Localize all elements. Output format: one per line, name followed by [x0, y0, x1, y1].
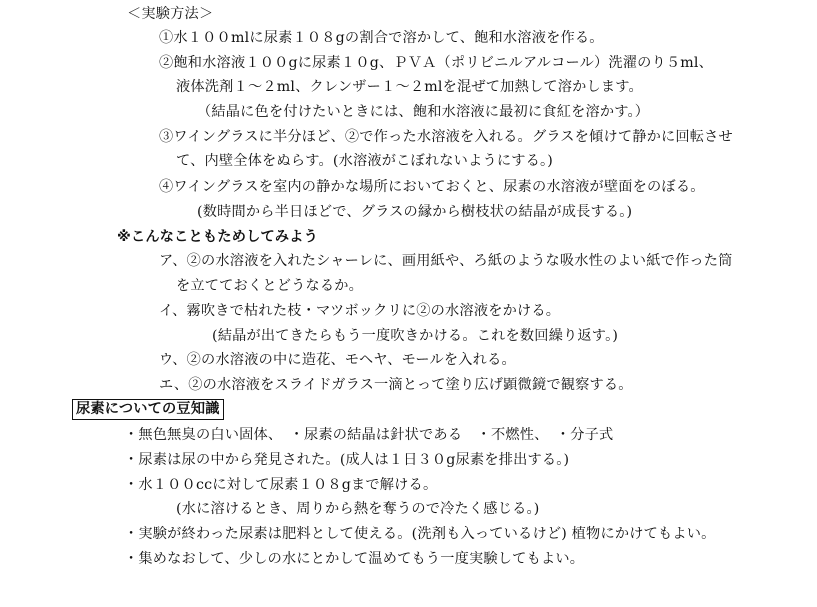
- try-item-a-line-2: を立てておくとどうなるか。: [176, 278, 364, 294]
- trivia-item-5: ・集めなおして、少しの水にとかして温めてもう一度実験してもよい。: [124, 551, 585, 567]
- trivia-item-3-line-1: ・水１００ccに対して尿素１０８gまで解ける。: [124, 477, 438, 493]
- method-step-4-note: (数時間から半日ほどで、グラスの縁から樹枝状の結晶が成長する。): [197, 204, 633, 220]
- try-item-d: エ、②の水溶液をスライドガラス一滴とって塗り広げ顕微鏡で観察する。: [159, 377, 633, 393]
- method-step-3-line-1: ③ワイングラスに半分ほど、②で作った水溶液を入れる。グラスを傾けて静かに回転させ: [159, 129, 733, 145]
- trivia-item-4: ・実験が終わった尿素は肥料として使える。(洗剤も入っているけど) 植物にかけてもよい。: [124, 526, 716, 542]
- try-heading: ※こんなこともためしてみよう: [117, 229, 319, 245]
- try-item-c: ウ、②の水溶液の中に造花、モヘヤ、モールを入れる。: [159, 352, 516, 368]
- method-step-2-note: （結晶に色を付けたいときには、飽和水溶液に最初に食紅を溶かす。）: [197, 104, 650, 120]
- method-step-4-line-1: ④ワイングラスを室内の静かな場所においておくと、尿素の水溶液が壁面をのぼる。: [159, 179, 705, 195]
- method-heading: ＜実験方法＞: [127, 6, 214, 22]
- trivia-item-2: ・尿素は尿の中から発見された。(成人は１日３０g尿素を排出する。): [124, 452, 570, 468]
- trivia-heading: 尿素についての豆知識: [72, 399, 224, 420]
- try-item-a-line-1: ア、②の水溶液を入れたシャーレに、画用紙や、ろ紙のような吸水性のよい紙で作った筒: [159, 253, 733, 269]
- try-item-b-line-1: イ、霧吹きで枯れた枝・マツボックリに②の水溶液をかける。: [159, 303, 561, 319]
- method-step-2-line-2: 液体洗剤１～２ml、クレンザー１～２mlを混ぜて加熱して溶かします。: [176, 79, 643, 95]
- try-item-b-note: (結晶が出てきたらもう一度吹きかける。これを数回繰り返す。): [212, 328, 619, 344]
- trivia-item-3-note: (水に溶けるとき、周りから熱を奪うので冷たく感じる。): [176, 501, 540, 517]
- trivia-item-1: ・無色無臭の白い固体、 ・尿素の結晶は針状である ・不燃性、 ・分子式: [124, 427, 614, 443]
- method-step-3-line-2: て、内壁全体をぬらす。(水溶液がこぼれないようにする。): [176, 153, 554, 169]
- method-step-2-line-1: ②飽和水溶液１００gに尿素１０g、ＰＶＡ（ポリビニルアルコール）洗濯のり５ml、: [159, 55, 714, 71]
- method-step-1: ①水１００mlに尿素１０８gの割合で溶かして、飽和水溶液を作る。: [159, 30, 604, 46]
